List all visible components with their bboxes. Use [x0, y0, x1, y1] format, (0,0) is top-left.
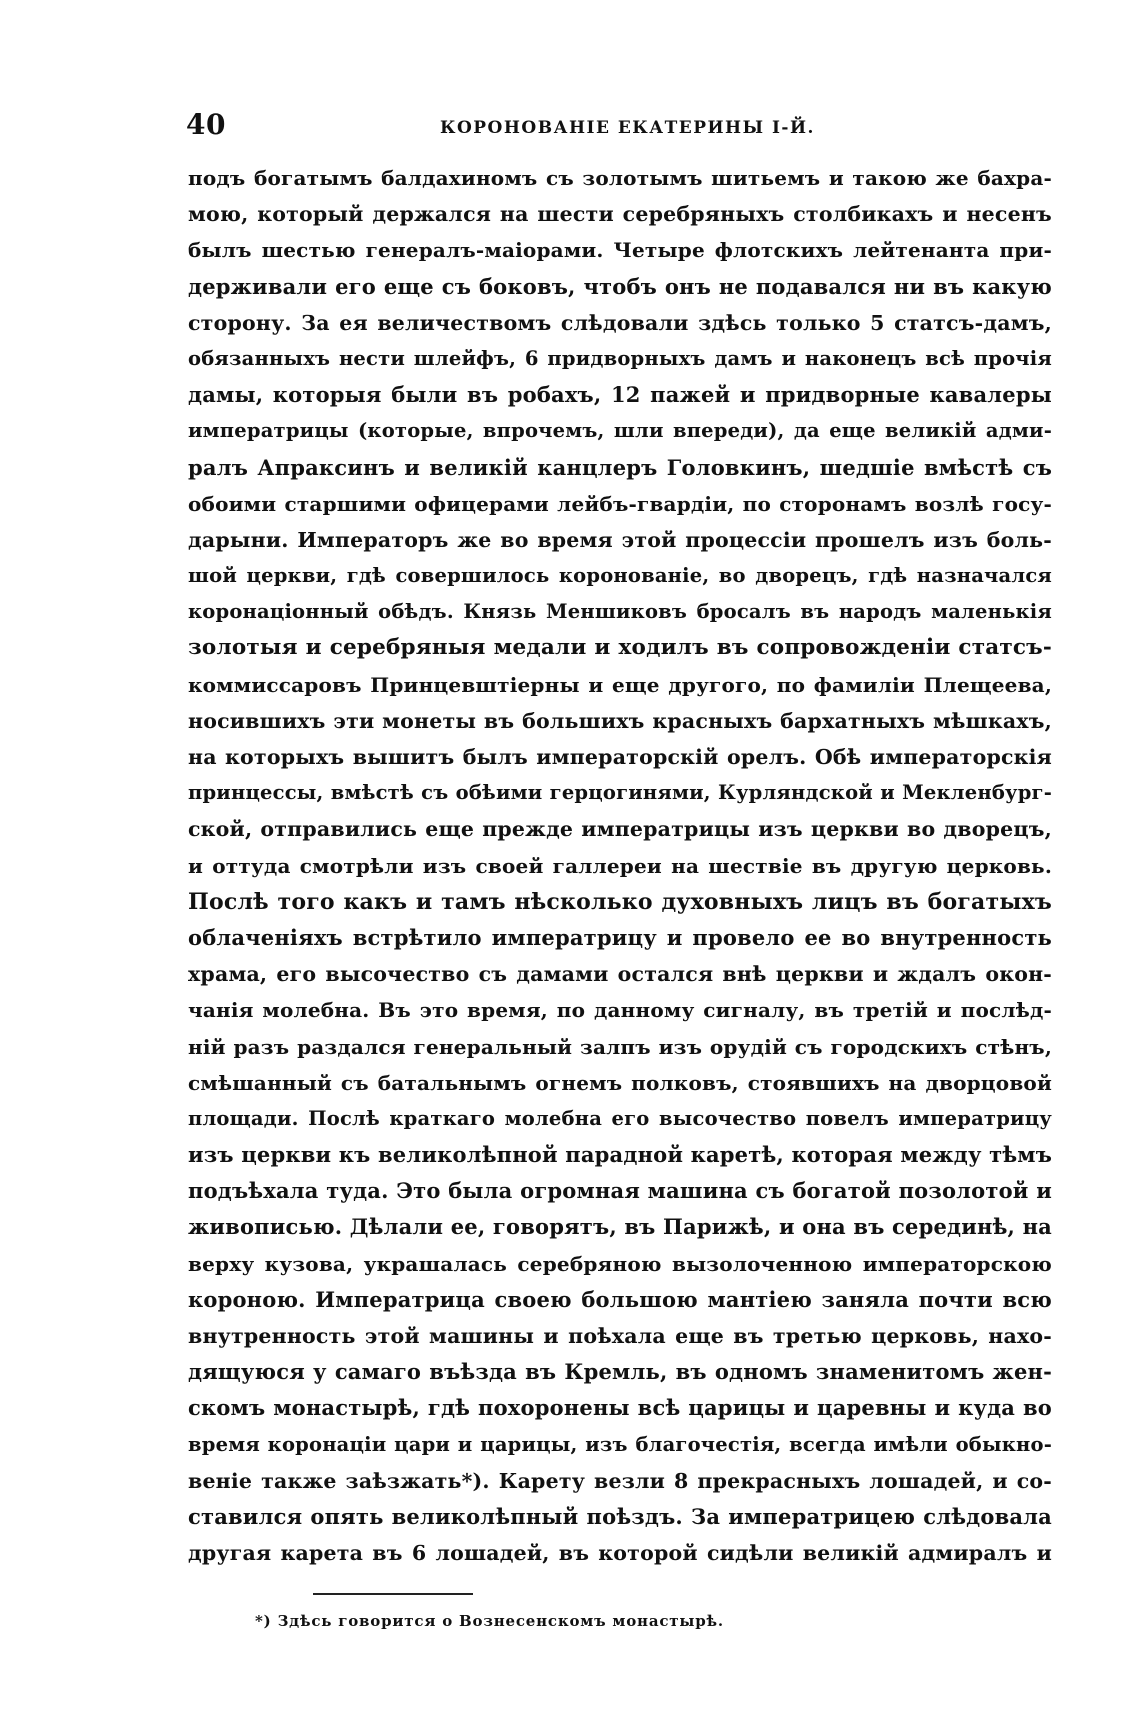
- text-line: храма, его высочество съ дамами остался внѣ церкви и ждалъ окон-: [188, 962, 1052, 987]
- text-line: дящуюся у самаго въѣзда въ Кремль, въ одномъ знаменитомъ жен-: [188, 1359, 1052, 1385]
- text-line: площади. Послѣ краткаго молебна его высочество повелъ императрицу: [188, 1106, 1052, 1130]
- text-line: дамы, которыя были въ робахъ, 12 пажей и придворные кавалеры: [188, 382, 1052, 408]
- text-line: носившихъ эти монеты въ большихъ красныхъ бархатныхъ мѣшкахъ,: [188, 708, 1052, 733]
- body-text: [188, 160, 1052, 1571]
- running-title: КОРОНОВАНІЕ ЕКАТЕРИНЫ І-Й.: [440, 118, 815, 138]
- page-header: [180, 108, 1060, 148]
- text-line: подъ богатымъ балдахиномъ съ золотымъ шитьемъ и такою же бахра-: [188, 166, 1052, 190]
- footnote-divider: [313, 1593, 473, 1595]
- text-line: изъ церкви къ великолѣпной парадной каретѣ, которая между тѣмъ: [188, 1142, 1053, 1168]
- text-line: скомъ монастырѣ, гдѣ похоронены всѣ царицы и царевны и куда во: [188, 1395, 1052, 1421]
- text-line: шой церкви, гдѣ совершилось коронованіе, во дворецъ, гдѣ назначался: [188, 564, 1052, 588]
- text-line: коммиссаровъ Принцевштіерны и еще другого, по фамиліи Плещеева,: [188, 672, 1052, 697]
- text-line: сторону. За ея величествомъ слѣдовали здѣсь только 5 статсъ-дамъ,: [188, 310, 1052, 335]
- text-line: обязанныхъ нести шлейфъ, 6 придворныхъ дамъ и наконецъ всѣ прочія: [188, 346, 1052, 370]
- text-line: живописью. Дѣлали ее, говорятъ, въ Парижѣ, и она въ серединѣ, на: [188, 1214, 1052, 1240]
- text-line: держивали его еще съ боковъ, чтобъ онъ не подавался ни въ какую: [188, 273, 1052, 299]
- text-line: короною. Императрица своею большою мантіею заняла почти всю: [188, 1286, 1052, 1312]
- text-line: золотыя и серебряныя медали и ходилъ въ сопровожденіи статсъ-: [188, 635, 1052, 661]
- text-line: ставился опять великолѣпный поѣздъ. За императрицею слѣдовала: [188, 1503, 1052, 1529]
- text-line: облаченіяхъ встрѣтило императрицу и провело ее во внутренность: [188, 924, 1052, 950]
- text-line: ній разъ раздался генеральный залпъ изъ орудій съ городскихъ стѣнъ,: [188, 1034, 1052, 1059]
- text-line: былъ шестью генералъ-маіорами. Четыре флотскихъ лейтенанта при-: [188, 238, 1052, 263]
- text-line: другая карета въ 6 лошадей, въ которой сидѣли великій адмиралъ и: [188, 1541, 1052, 1566]
- text-line: время коронаціи цари и царицы, изъ благочестія, всегда имѣли обыкно-: [188, 1432, 1052, 1456]
- text-line: принцессы, вмѣстѣ съ обѣими герцогинями, Курляндской и Мекленбург-: [188, 781, 1052, 805]
- text-line: чанія молебна. Въ это время, по данному сигналу, въ третій и послѣд-: [188, 998, 1052, 1023]
- text-line: подъѣхала туда. Это была огромная машина съ богатой позолотой и: [188, 1178, 1052, 1204]
- text-line: на которыхъ вышитъ былъ императорскій орелъ. Обѣ императорскія: [188, 745, 1052, 769]
- text-line: внутренность этой машины и поѣхала еще въ третью церковь, нахо-: [188, 1324, 1052, 1348]
- text-line: смѣшанный съ батальнымъ огнемъ полковъ, стоявшихъ на дворцовой: [188, 1070, 1052, 1095]
- text-line: веніе также заѣзжать*). Карету везли 8 прекрасныхъ лошадей, и со-: [188, 1468, 1052, 1493]
- footnote: *) Здѣсь говорится о Вознесенскомъ монастырѣ.: [255, 1612, 724, 1630]
- text-line: ралъ Апраксинъ и великій канцлеръ Головкинъ, шедшіе вмѣстѣ съ: [188, 454, 1052, 480]
- text-line: коронаціонный обѣдъ. Князь Меншиковъ бросалъ въ народъ маленькія: [188, 600, 1052, 624]
- page-number: 40: [186, 108, 226, 141]
- text-line: дарыни. Императоръ же во время этой процессіи прошелъ изъ боль-: [188, 527, 1052, 552]
- text-line: императрицы (которые, впрочемъ, шли впереди), да еще великій адми-: [188, 419, 1052, 443]
- text-line: ской, отправились еще прежде императрицы изъ церкви во дворецъ,: [188, 817, 1052, 842]
- text-line: Послѣ того какъ и тамъ нѣсколько духовныхъ лицъ въ богатыхъ: [188, 888, 1052, 915]
- text-line: и оттуда смотрѣли изъ своей галлереи на шествіе въ другую церковь.: [188, 853, 1052, 878]
- text-line: верху кузова, украшалась серебряною вызолоченною императорскою: [188, 1251, 1052, 1276]
- text-line: мою, который держался на шести серебряныхъ столбикахъ и несенъ: [188, 202, 1052, 227]
- text-line: обоими старшими офицерами лейбъ-гвардіи, по сторонамъ возлѣ госу-: [188, 491, 1052, 516]
